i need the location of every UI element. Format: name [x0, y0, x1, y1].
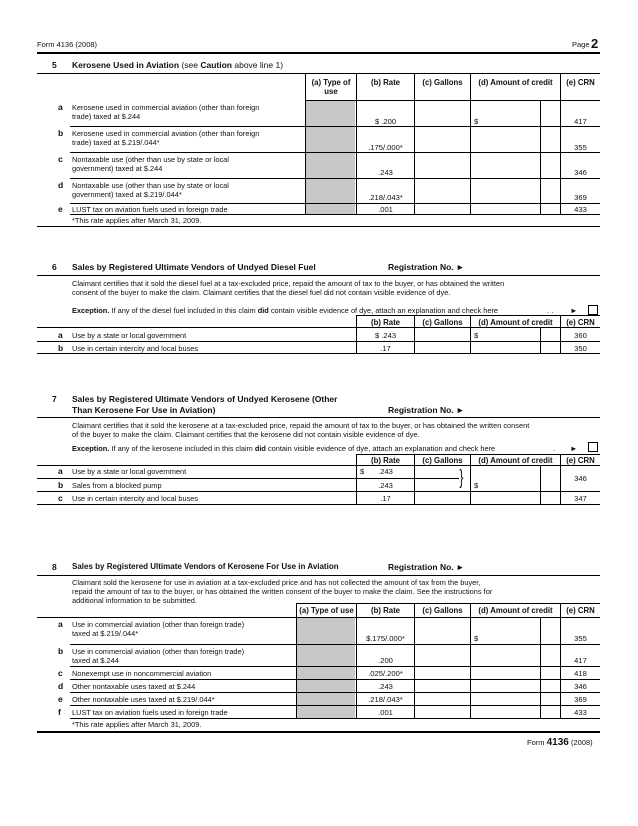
s8-row-c-gallons[interactable]	[415, 669, 469, 678]
s8-row-rule	[70, 666, 600, 667]
s8-type-shade	[297, 618, 355, 718]
s8-row-a-desc1: Use in commercial aviation (other than foreign trade)	[72, 620, 245, 629]
s8-cert-1: Claimant sold the kerosene for use in aviation at a tax-excluded price and has not collected the amount of tax from the buyer,	[72, 578, 481, 587]
s8-col-b: (b) Rate	[370, 606, 401, 615]
s5-row-e-desc1: LUST tax on aviation fuels used in foreign trade	[72, 205, 228, 214]
s6-row-a-desc: Use by a state or local government	[72, 331, 187, 340]
s8-row-rule	[70, 692, 600, 693]
s6-exc-label: Exception.	[72, 306, 110, 315]
footer-form-word: Form	[527, 738, 545, 747]
s7-col-d: (d) Amount of credit	[478, 456, 553, 465]
s7-exc-pre: If any of the kerosene included in this claim	[109, 444, 255, 453]
s8-row-rule	[70, 718, 600, 719]
s7-brace-icon: }	[459, 467, 464, 489]
s7-number: 7	[52, 394, 57, 404]
s8-row-d-gallons[interactable]	[415, 682, 469, 691]
s7-exc-label: Exception.	[72, 444, 110, 453]
s8-row-d-letter: d	[58, 681, 64, 691]
s5-row-d-desc2: government) taxed at $.219/.044*	[72, 190, 182, 199]
s8-row-a-crn: 355	[574, 634, 587, 643]
s6-row-a-dollar: $	[474, 331, 479, 340]
s8-row-e-desc: Other nontaxable uses taxed at $.219/.044*	[72, 695, 215, 704]
s7-ab-dollar: $	[474, 481, 479, 490]
s6-exc-pre: If any of the diesel fuel included in this claim	[109, 306, 258, 315]
s5-cents-sep	[540, 100, 541, 215]
s7-row-a-gallons[interactable]	[415, 467, 459, 476]
s8-row-a-letter: a	[58, 619, 63, 629]
s5-title	[72, 60, 283, 70]
s8-row-f-rate: .001	[378, 708, 393, 717]
s8-row-a-dollar: $	[474, 634, 479, 643]
s8-top-rule	[37, 575, 600, 576]
s6-row-b-gallons[interactable]	[415, 344, 469, 353]
s5-row-a-dollar: $	[474, 117, 479, 126]
s8-row-d-desc: Other nontaxable uses taxed at $.244	[72, 682, 196, 691]
s5-number: 5	[52, 60, 57, 70]
s5-row-rule	[70, 126, 600, 127]
s5-title-text: Kerosene Used in Aviation	[72, 60, 180, 70]
footer	[527, 737, 593, 748]
s8-cert-2: repaid the amount of tax to the buyer, or has obtained the written consent of the buyer to make the claim. See the instructions for	[72, 587, 493, 596]
s5-row-rule	[70, 178, 600, 179]
s6-dye-checkbox[interactable]	[588, 305, 598, 315]
s6-col-b: (b) Rate	[370, 318, 401, 327]
s7-row-a-desc: Use by a state or local government	[72, 467, 187, 476]
s8-row-a-rate: $.175/.000*	[366, 634, 405, 643]
s5-row-b-desc2: trade) taxed at $.219/.044*	[72, 138, 160, 147]
s8-row-a-desc2: taxed at $.219/.044*	[72, 629, 139, 638]
s6-col-d: (d) Amount of credit	[478, 318, 553, 327]
s8-col-a: (a) Type of use	[299, 606, 354, 615]
s5-note-post: above line 1)	[232, 60, 284, 70]
s5-row-rule	[70, 152, 600, 153]
s6-cert-2: consent of the buyer to make the claim. Claimant certifies that the diesel fuel did not contain visible evidence of dye.	[72, 288, 451, 297]
s6-row-a-crn: 360	[574, 331, 587, 340]
s5-row-a-desc2: trade) taxed at $.244	[72, 112, 141, 121]
s6-row-rule	[37, 341, 600, 342]
s6-bottom-rule	[37, 353, 600, 354]
s7-row-c-gallons[interactable]	[415, 494, 469, 503]
s5-row-b-desc1: Kerosene used in commercial aviation (other than foreign	[72, 129, 260, 138]
s8-row-f-gallons[interactable]	[415, 708, 469, 717]
s7-cents-sep	[540, 465, 541, 504]
s7-row-b-rate: .243	[378, 481, 393, 490]
s5-row-c-letter: c	[58, 154, 63, 164]
s8-title: Sales by Registered Ultimate Vendors of Kerosene For Use in Aviation	[72, 562, 339, 571]
s5-row-d-letter: d	[58, 180, 64, 190]
s7-row-a-rate-dollar: $	[360, 467, 365, 476]
s6-header-rule	[37, 327, 600, 328]
s6-exc-bold: did	[257, 306, 269, 315]
s8-row-d-rate: .243	[378, 682, 393, 691]
s7-col-b: (b) Rate	[370, 456, 401, 465]
s6-col-c: (c) Gallons	[422, 318, 463, 327]
s8-row-b-gallons[interactable]	[415, 656, 469, 665]
s8-number: 8	[52, 562, 57, 572]
s5-row-c-rate: .243	[378, 168, 393, 177]
s5-row-d-rate: .218/.043*	[368, 193, 403, 202]
s5-col-sep	[470, 73, 471, 215]
s8-col-sep	[470, 603, 471, 719]
s5-row-d-gallons[interactable]	[415, 193, 469, 202]
s7-row-b-letter: b	[58, 480, 64, 490]
s8-row-f-desc: LUST tax on aviation fuels used in foreign trade	[72, 708, 228, 717]
s6-exc-post: contain visible evidence of dye, attach an explanation and check here	[268, 306, 499, 315]
s5-row-e-gallons[interactable]	[415, 205, 469, 214]
s5-row-b-crn: 355	[574, 143, 587, 152]
s8-row-rule	[70, 705, 600, 706]
s5-row-d-crn: 369	[574, 193, 587, 202]
s8-row-e-crn: 369	[574, 695, 587, 704]
s5-top-rule	[37, 73, 600, 74]
s8-row-f-crn: 433	[574, 708, 587, 717]
s5-col-b: (b) Rate	[370, 78, 401, 87]
s8-row-c-crn: 418	[574, 669, 587, 678]
s8-col-d: (d) Amount of credit	[478, 606, 553, 615]
s8-cents-sep	[540, 617, 541, 719]
s5-row-e-crn: 433	[574, 205, 587, 214]
s8-row-d-crn: 346	[574, 682, 587, 691]
s6-top-rule	[37, 275, 600, 276]
s5-row-e-rate: .001	[378, 205, 393, 214]
s6-header-top	[356, 315, 600, 316]
s5-row-b-letter: b	[58, 128, 64, 138]
s5-row-c-desc1: Nontaxable use (other than use by state or local	[72, 155, 229, 164]
footer-form-number: 4136	[546, 737, 569, 748]
s7-row-c-letter: c	[58, 493, 63, 503]
s6-title: Sales by Registered Ultimate Vendors of Undyed Diesel Fuel	[72, 262, 316, 272]
s5-col-c: (c) Gallons	[422, 78, 463, 87]
s7-title-1: Sales by Registered Ultimate Vendors of Undyed Kerosene (Other	[72, 394, 338, 404]
s5-row-a-rate: $ .200	[374, 117, 397, 126]
s6-col-e: (e) CRN	[566, 318, 595, 327]
s6-exc-dots: . .	[547, 306, 554, 315]
s5-col-a: (a) Type of use	[311, 78, 351, 96]
s6-exc-arrow: ►	[570, 306, 578, 315]
s5-type-shade	[306, 101, 355, 214]
s7-col-c: (c) Gallons	[422, 456, 463, 465]
s6-registration: Registration No. ►	[388, 262, 465, 272]
s6-row-a-letter: a	[58, 330, 63, 340]
s8-row-b-crn: 417	[574, 656, 587, 665]
page-label: Page	[572, 40, 590, 49]
s8-row-c-letter: c	[58, 668, 63, 678]
s6-row-a-gallons[interactable]	[415, 331, 469, 340]
form-id: Form 4136 (2008)	[37, 40, 98, 49]
s6-row-b-rate: .17	[380, 344, 391, 353]
s7-ab-crn: 346	[574, 474, 587, 483]
s8-row-f-letter: f	[58, 707, 61, 717]
s5-col-e: (e) CRN	[566, 78, 595, 87]
s7-exception	[72, 444, 495, 453]
s5-note-bold: Caution	[200, 60, 232, 70]
s8-row-rule	[70, 679, 600, 680]
s7-cert-1: Claimant certifies that it sold the kerosene at a tax-excluded price, repaid the amount of tax to the buyer, or has obtained the written consent	[72, 421, 530, 430]
s6-number: 6	[52, 262, 57, 272]
s5-row-c-crn: 346	[574, 168, 587, 177]
s5-row-e-letter: e	[58, 204, 63, 214]
s8-row-rule	[70, 644, 600, 645]
s7-row-c-desc: Use in certain intercity and local buses	[72, 494, 199, 503]
s7-header-rule	[37, 465, 600, 466]
s5-row-d-desc1: Nontaxable use (other than use by state or local	[72, 181, 229, 190]
s8-row-b-desc2: taxed at $.244	[72, 656, 119, 665]
s8-row-e-rate: .218/.043*	[368, 695, 403, 704]
s5-footnote: *This rate applies after March 31, 2009.	[72, 216, 202, 225]
s7-bottom-rule	[37, 504, 600, 505]
s7-row-c-rate: .17	[380, 494, 391, 503]
s5-col-d: (d) Amount of credit	[478, 78, 553, 87]
s7-row-rule	[37, 478, 459, 479]
s7-exc-dots: .	[553, 444, 556, 453]
s8-bottom-rule	[37, 731, 600, 733]
s6-exception	[72, 306, 498, 315]
s8-row-b-letter: b	[58, 646, 64, 656]
s8-row-c-desc: Nonexempt use in noncommercial aviation	[72, 669, 212, 678]
s5-row-rule	[70, 214, 600, 215]
s5-bottom-rule	[37, 226, 600, 227]
s7-exc-post: contain visible evidence of dye, attach an explanation and check here	[265, 444, 496, 453]
s8-row-e-gallons[interactable]	[415, 695, 469, 704]
s6-row-b-desc: Use in certain intercity and local buses	[72, 344, 199, 353]
s7-header-top	[356, 454, 600, 455]
s7-row-b-gallons[interactable]	[415, 481, 459, 490]
s5-row-c-gallons[interactable]	[415, 168, 469, 177]
s7-row-rule	[37, 491, 600, 492]
s7-title-2: Than Kerosene For Use in Aviation)	[72, 405, 216, 415]
s8-col-e: (e) CRN	[566, 606, 595, 615]
s8-row-a-gallons[interactable]	[415, 634, 469, 643]
header-rule	[37, 52, 600, 54]
s5-row-a-crn: 417	[574, 117, 587, 126]
s5-row-a-gallons[interactable]	[415, 117, 469, 126]
s5-row-rule	[70, 203, 600, 204]
s6-row-b-letter: b	[58, 343, 64, 353]
s7-exc-arrow: ►	[570, 444, 578, 453]
s8-col-c: (c) Gallons	[422, 606, 463, 615]
s7-row-a-letter: a	[58, 466, 63, 476]
s6-row-a-rate: $ .243	[374, 331, 397, 340]
s7-row-c-crn: 347	[574, 494, 587, 503]
s7-row-a-rate: .243	[378, 467, 393, 476]
s7-col-e: (e) CRN	[566, 456, 595, 465]
s7-row-b-desc: Sales from a blocked pump	[72, 481, 162, 490]
s5-row-a-desc1: Kerosene used in commercial aviation (other than foreign	[72, 103, 260, 112]
s5-row-c-desc2: government) taxed at $.244	[72, 164, 163, 173]
page-number: 2	[591, 36, 599, 51]
footer-year: (2008)	[570, 738, 593, 747]
s8-cert-3: additional information to be submitted.	[72, 596, 197, 605]
s5-note-pre: (see	[181, 60, 201, 70]
s6-cert-1: Claimant certifies that it sold the diesel fuel at a tax-excluded price, repaid the amount of tax to the buyer, or has obtained the written	[72, 279, 505, 288]
s5-row-a-letter: a	[58, 102, 63, 112]
s6-cents-sep	[540, 327, 541, 353]
s8-row-b-rate: .200	[378, 656, 393, 665]
s6-row-b-crn: 350	[574, 344, 587, 353]
s7-exc-bold: did	[254, 444, 266, 453]
s8-header-top	[296, 603, 600, 604]
s7-top-rule	[37, 417, 600, 418]
s8-row-b-desc1: Use in commercial aviation (other than foreign trade)	[72, 647, 245, 656]
s8-registration: Registration No. ►	[388, 562, 465, 572]
s7-registration: Registration No. ►	[388, 405, 465, 415]
s5-row-b-rate: .175/.000*	[368, 143, 403, 152]
s7-cert-2: of the buyer to make the claim. Claimant certifies that the kerosene did not contain visible evidence of dye.	[72, 430, 420, 439]
s8-row-e-letter: e	[58, 694, 63, 704]
s8-row-c-rate: .025/.200*	[368, 669, 403, 678]
s7-dye-checkbox[interactable]	[588, 442, 598, 452]
s8-footnote: *This rate applies after March 31, 2009.	[72, 720, 202, 729]
s5-row-b-gallons[interactable]	[415, 143, 469, 152]
